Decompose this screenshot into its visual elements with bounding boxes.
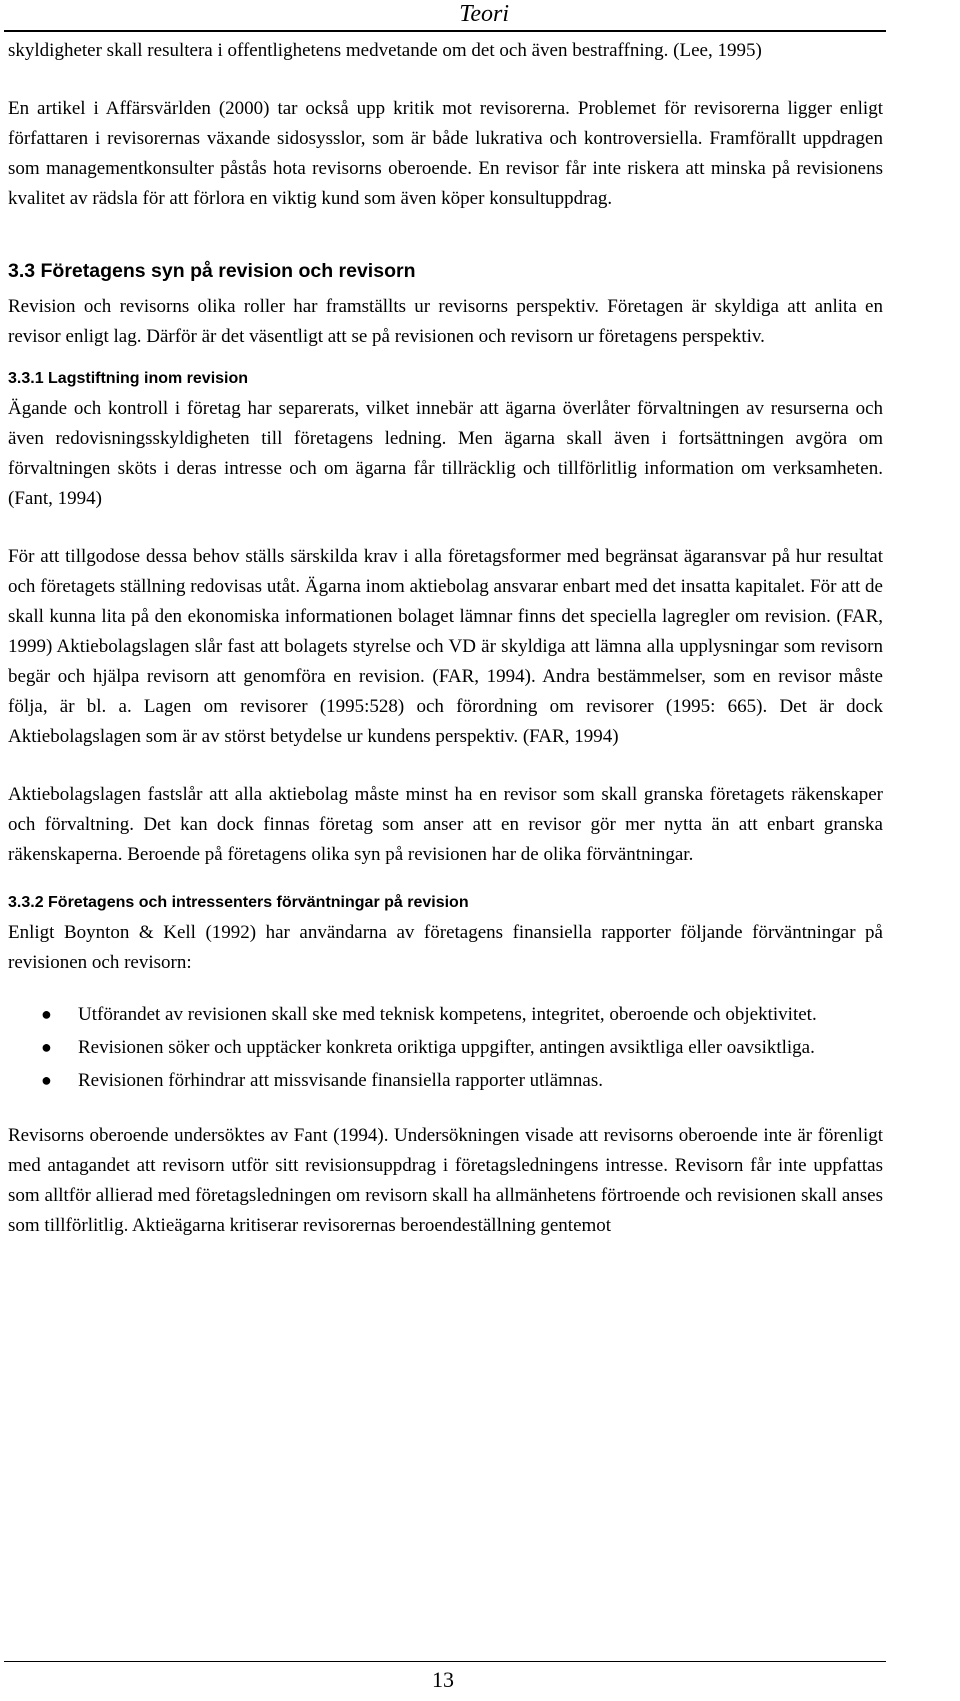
page-number: 13	[432, 1667, 454, 1692]
paragraph: Ägande och kontroll i företag har separerats, vilket innebär att ägarna överlåter förvaltningen av resurserna och även redovisningsskyldigheten till företagens ledning. Men ägarna skall även i fortsättningen avgöra om förvaltningen sköts i deras intresse och om ägarna får tillräcklig och tillförlitlig information om verksamheten. (Fant, 1994)	[8, 398, 883, 509]
paragraph: skyldigheter skall resultera i offentlighetens medvetande om det och även bestraffning. (Lee, 1995)	[8, 40, 762, 61]
paragraph: För att tillgodose dessa behov ställs särskilda krav i alla företagsformer med begränsat ägaransvar på hur resultat och företagets ställning redovisas utåt. Ägarna inom aktiebolag ansvarar enbart med det insatta kapitalet. För att de skall kunna lita på den ekonomiska informationen bolaget lämnar finns det speciella lagregler om revision. (FAR, 1999) Aktiebolagslagen slår fast att bolagets styrelse och VD är skyldiga att lämna alla upplysningar som revisorn begär och hjälpa revisorn att genomföra en revision. (FAR, 1994). Andra bestämmelser, som en revisor måste följa, är bl. a. Lagen om revisorer (1995:528) och förordning om revisorer (1995: 665). Det är dock Aktiebolagslagen som är av störst betydelse ur kundens perspektiv. (FAR, 1994)	[8, 546, 883, 747]
paragraph: En artikel i Affärsvärlden (2000) tar också upp kritik mot revisorerna. Problemet för revisorerna ligger enligt författaren i revisorernas växande sidosysslor, som är både lukrativa och kontroversiella. Framförallt uppdragen som managementkonsulter påstås hota revisorns oberoende. En revisor får inte riskera att minska på revisionens kvalitet av rädsla för att förlora en viktig kund som även köper konsultuppdrag.	[8, 98, 883, 209]
bullet-icon: ●	[41, 1004, 52, 1024]
list-item	[8, 1033, 883, 1062]
list-item-text: Revisionen förhindrar att missvisande finansiella rapporter utlämnas.	[78, 1070, 603, 1091]
bullet-icon: ●	[41, 1070, 52, 1090]
paragraph: Revisorns oberoende undersöktes av Fant (1994). Undersökningen visade att revisorns oberoende inte är förenligt med antagandet att revisorn utför sitt revisionsuppdrag i företagsledningens intresse. Revisorn får inte uppfattas som alltför allierad med företagsledningen om revisorn skall ha allmänhetens förtroende och revisionen skall anses som tillförlitlig. Aktieägarna kritiserar revisorernas beroendeställning gentemot	[8, 1125, 883, 1236]
bullet-icon: ●	[41, 1037, 52, 1057]
header-divider	[4, 30, 886, 32]
list-item-text: Revisionen söker och upptäcker konkreta oriktiga uppgifter, antingen avsiktliga eller oavsiktliga.	[78, 1037, 815, 1058]
list-item	[8, 1066, 883, 1095]
running-header: Teori	[459, 1, 509, 27]
subsection-heading: 3.3.1 Lagstiftning inom revision	[8, 370, 249, 387]
section-heading: 3.3 Företagens syn på revision och revisorn	[8, 260, 416, 282]
list-item	[8, 1000, 883, 1029]
footer-divider	[4, 1661, 886, 1662]
bullet-list	[8, 1000, 883, 1095]
paragraph: Aktiebolagslagen fastslår att alla aktiebolag måste minst ha en revisor som skall granska företagets räkenskaper och förvaltning. Det kan dock finnas företag som anser att en revisor gör mer nytta än att enbart granska räkenskaperna. Beroende på företagens olika syn på revisionen har de olika förväntningar.	[8, 784, 883, 865]
list-item-text: Utförandet av revisionen skall ske med teknisk kompetens, integritet, oberoende och objektivitet.	[78, 1004, 817, 1025]
paragraph: Enligt Boynton & Kell (1992) har användarna av företagens finansiella rapporter följande förväntningar på revisionen och revisorn:	[8, 922, 883, 973]
paragraph: Revision och revisorns olika roller har framställts ur revisorns perspektiv. Företagen är skyldiga att anlita en revisor enligt lag. Därför är det väsentligt att se på revisionen och revisorn ur företagens perspektiv.	[8, 296, 883, 347]
subsection-heading: 3.3.2 Företagens och intressenters förväntningar på revision	[8, 894, 469, 911]
page-body	[8, 36, 883, 1241]
